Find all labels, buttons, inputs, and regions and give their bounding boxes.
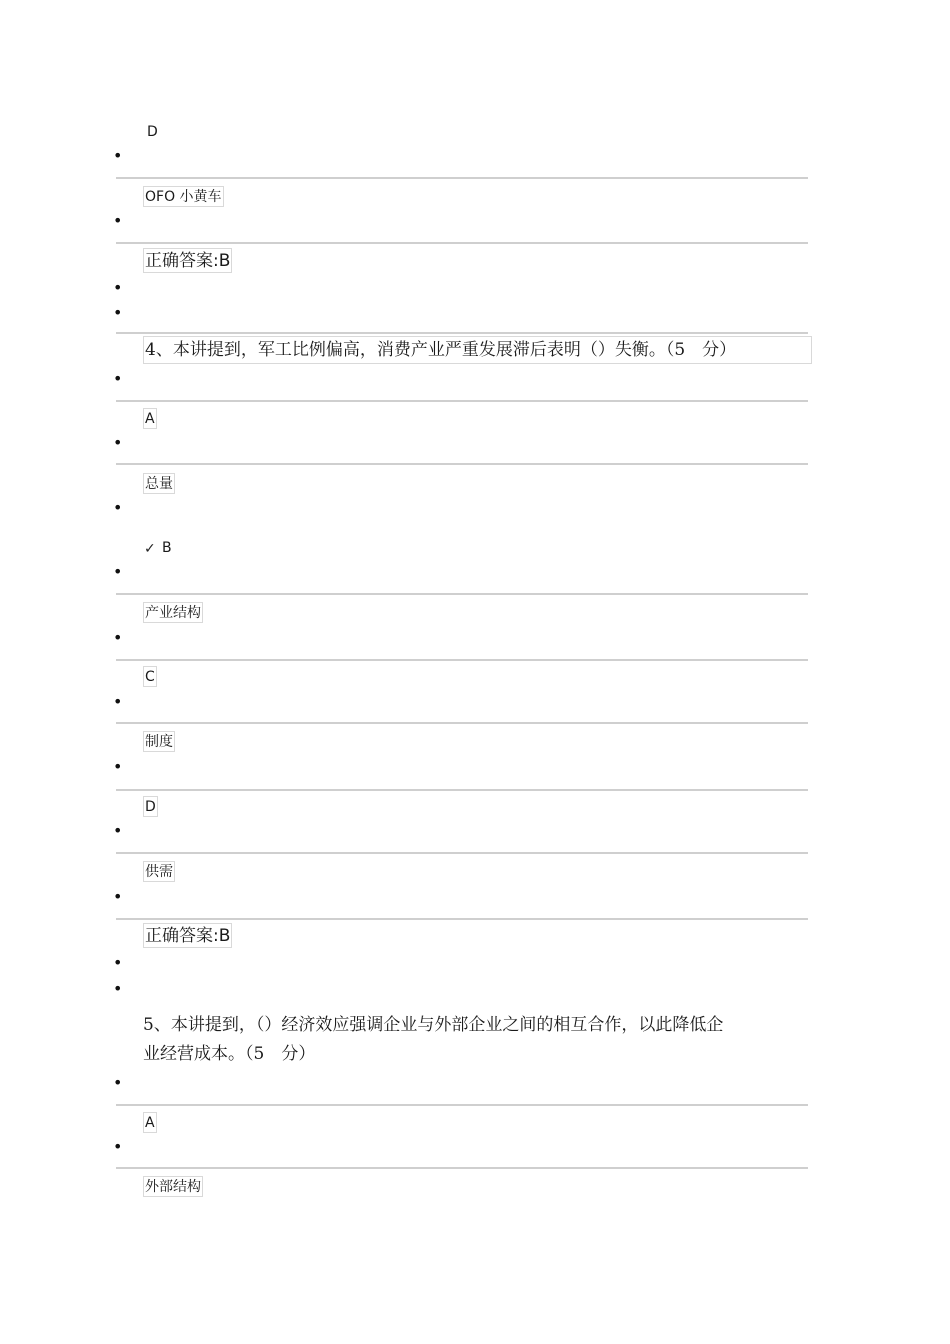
separator <box>116 918 808 920</box>
q5-question-line1: 5、本讲提到，（）经济效应强调企业与外部企业之间的相互合作，以此降低企 <box>143 1015 724 1035</box>
q4-option-a-letter[interactable]: A <box>143 408 157 429</box>
separator <box>116 463 808 465</box>
separator <box>116 593 808 595</box>
separator <box>116 332 808 334</box>
bullet-dot-icon: • <box>113 369 123 388</box>
bullet-dot-icon: • <box>113 887 123 906</box>
bullet-dot-icon: • <box>113 692 123 711</box>
separator <box>116 789 808 791</box>
q4-option-d-letter[interactable]: D <box>143 796 158 817</box>
q4-option-b-letter[interactable]: B <box>162 540 172 556</box>
bullet-dot-icon: • <box>113 303 123 322</box>
bullet-dot-icon: • <box>113 953 123 972</box>
bullet-dot-icon: • <box>113 628 123 647</box>
q3-correct-answer: 正确答案:B <box>143 248 232 273</box>
q4-option-c-letter[interactable]: C <box>143 666 157 687</box>
q3-option-d-letter: D <box>147 124 158 140</box>
separator <box>116 177 808 179</box>
separator <box>116 400 808 402</box>
q5-option-a-letter[interactable]: A <box>143 1112 157 1133</box>
q4-option-a-text: 总量 <box>143 473 175 494</box>
separator <box>116 659 808 661</box>
bullet-dot-icon: • <box>113 821 123 840</box>
separator <box>116 1167 808 1169</box>
bullet-dot-icon: • <box>113 146 123 165</box>
bullet-dot-icon: • <box>113 433 123 452</box>
q4-option-c-text: 制度 <box>143 731 175 752</box>
q4-option-b-text: 产业结构 <box>143 602 203 623</box>
q4-correct-answer: 正确答案:B <box>143 923 232 948</box>
check-mark-icon: ✓ <box>144 541 156 557</box>
bullet-dot-icon: • <box>113 211 123 230</box>
separator <box>116 1104 808 1106</box>
separator <box>116 722 808 724</box>
q5-question-line2: 业经营成本。（5 分） <box>143 1044 316 1064</box>
separator <box>116 852 808 854</box>
q4-option-d-text: 供需 <box>143 861 175 882</box>
separator <box>116 242 808 244</box>
q4-question-text: 4、本讲提到，军工比例偏高，消费产业严重发展滞后表明（）失衡。（5 分） <box>143 336 812 364</box>
bullet-dot-icon: • <box>113 1073 123 1092</box>
bullet-dot-icon: • <box>113 562 123 581</box>
q3-option-d-text: OFO 小黄车 <box>143 186 224 207</box>
q5-option-a-text: 外部结构 <box>143 1176 203 1197</box>
bullet-dot-icon: • <box>113 979 123 998</box>
bullet-dot-icon: • <box>113 1137 123 1156</box>
bullet-dot-icon: • <box>113 757 123 776</box>
bullet-dot-icon: • <box>113 498 123 517</box>
bullet-dot-icon: • <box>113 278 123 297</box>
